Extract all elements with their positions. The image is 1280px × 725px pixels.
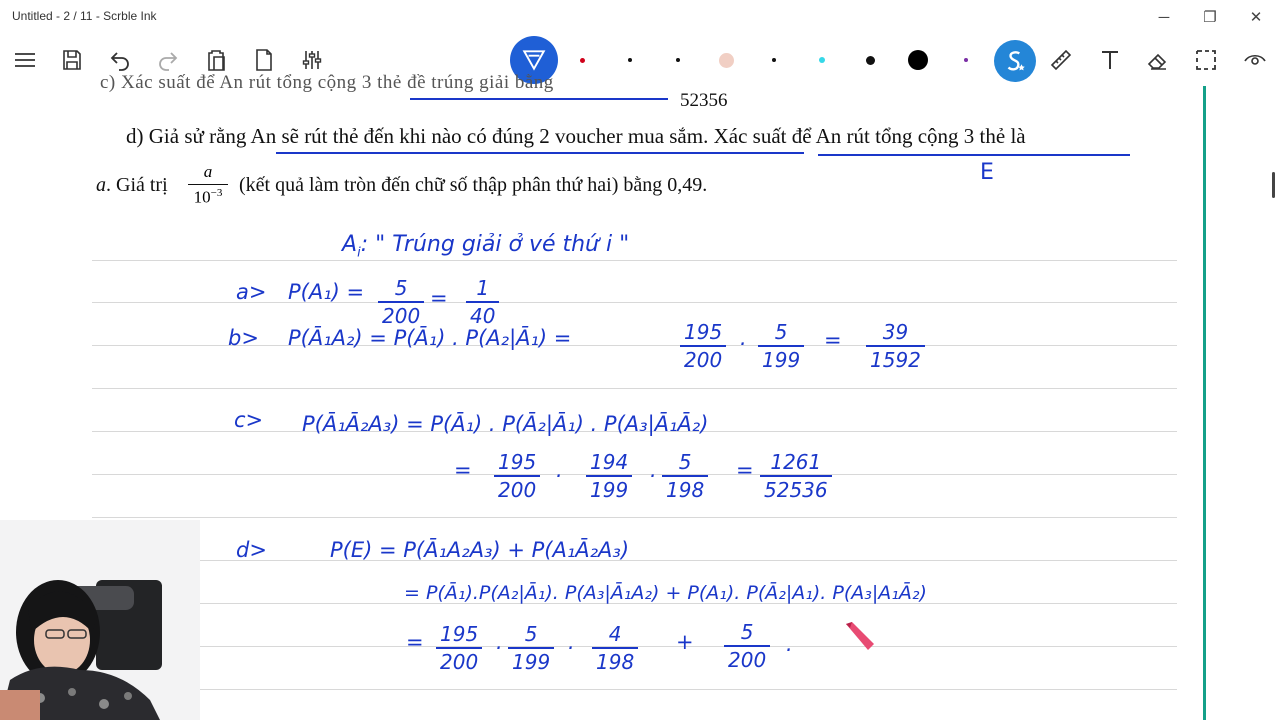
window-title: Untitled - 2 / 11 - Scrble Ink bbox=[12, 9, 157, 23]
part-d-f3-num: 4 bbox=[608, 622, 622, 646]
color-swatch-9[interactable] bbox=[964, 58, 968, 62]
menu-icon[interactable] bbox=[11, 46, 39, 74]
pen-cursor-icon bbox=[842, 620, 878, 654]
part-b-label: b> bbox=[228, 326, 259, 350]
part-c-f4-den: 52536 bbox=[764, 478, 828, 502]
part-d-plus: + bbox=[676, 630, 694, 654]
eraser-icon[interactable] bbox=[1144, 46, 1172, 74]
shape-tool-button[interactable] bbox=[994, 40, 1036, 82]
color-swatch-1[interactable] bbox=[580, 58, 585, 63]
ruled-line bbox=[92, 260, 1177, 261]
part-d-fraction-1 bbox=[436, 622, 482, 674]
ruled-line bbox=[92, 517, 1177, 518]
part-b-f1-num: 195 bbox=[684, 320, 723, 344]
part-c-fraction-2 bbox=[586, 450, 632, 502]
part-c-fraction-3 bbox=[662, 450, 708, 502]
line2-text1: . Giá trị bbox=[106, 174, 168, 196]
part-c-f4-num: 1261 bbox=[770, 450, 822, 474]
ruled-line bbox=[92, 388, 1177, 389]
def-symbol: A bbox=[342, 232, 358, 257]
part-d-expression-1: P(E) = P(Ā₁A₂A₃) + P(A₁Ā₂A₃) bbox=[330, 538, 630, 562]
part-d-f4-num: 5 bbox=[740, 620, 754, 644]
var-a: a bbox=[96, 174, 106, 196]
color-swatch-5[interactable] bbox=[772, 58, 776, 62]
part-c-f3-den: 198 bbox=[666, 478, 705, 502]
problem-d-line2 bbox=[96, 174, 168, 197]
presenter-video-icon bbox=[0, 520, 200, 720]
printed-fraction-denominator bbox=[194, 187, 223, 208]
color-swatch-6[interactable] bbox=[819, 57, 825, 63]
part-c-f2-den: 199 bbox=[590, 478, 629, 502]
part-d-fraction-2 bbox=[508, 622, 554, 674]
printed-fraction-base: 10 bbox=[193, 187, 211, 207]
part-d-f1-num: 195 bbox=[440, 622, 479, 646]
part-d-expression-2: = P(Ā₁).P(A₂|Ā₁). P(A₃|Ā₁A₂) + P(A₁). P(Ā₂|A₁). P(A₃|A₁Ā₂) bbox=[404, 582, 927, 604]
part-c-f2-num: 194 bbox=[590, 450, 629, 474]
pen-icon bbox=[521, 47, 547, 73]
save-icon[interactable] bbox=[58, 46, 86, 74]
shape-recognition-icon bbox=[1002, 48, 1028, 74]
part-d-dot-1: . bbox=[496, 630, 503, 654]
part-a-fraction-2 bbox=[466, 276, 499, 328]
minimize-button[interactable]: ─ bbox=[1158, 8, 1170, 26]
problem-d-line bbox=[126, 124, 1026, 149]
annotation-e: E bbox=[980, 160, 994, 185]
close-button[interactable]: ✕ bbox=[1249, 9, 1263, 26]
problem-d-question: Xác suất để An rút tổng cộng 3 thẻ là bbox=[713, 124, 1026, 148]
webcam-overlay bbox=[0, 520, 200, 720]
settings-sliders-icon[interactable] bbox=[298, 46, 326, 74]
part-c-fraction-1 bbox=[494, 450, 540, 502]
color-swatch-8[interactable] bbox=[908, 50, 928, 70]
clipped-line-c: c) Xác suất để An rút tổng cộng 3 thẻ đề trúng giải bằng bbox=[100, 72, 554, 93]
color-swatch-3[interactable] bbox=[676, 58, 680, 62]
fraction-c-denominator: 52356 bbox=[680, 90, 728, 111]
ruler-icon[interactable] bbox=[1047, 46, 1075, 74]
ruled-line bbox=[92, 689, 1177, 690]
part-c-f3-num: 5 bbox=[678, 450, 692, 474]
underline-c bbox=[410, 98, 668, 100]
part-b-fraction-2 bbox=[758, 320, 804, 372]
part-d-fraction-3 bbox=[592, 622, 638, 674]
part-d-f4-den: 200 bbox=[728, 648, 767, 672]
def-text: : " Trúng giải ở vé thứ i " bbox=[360, 232, 630, 257]
printed-fraction-exponent: −3 bbox=[210, 187, 223, 199]
part-c-fraction-4 bbox=[760, 450, 832, 502]
part-c-equals-1: = bbox=[454, 458, 472, 482]
view-icon[interactable] bbox=[1241, 46, 1269, 74]
problem-d-separator: . bbox=[703, 124, 709, 148]
part-b-f3-num: 39 bbox=[882, 320, 909, 344]
part-a-fraction-1 bbox=[378, 276, 424, 328]
part-c-equals-2: = bbox=[736, 458, 754, 482]
page-edge-marker bbox=[1203, 86, 1206, 720]
undo-icon[interactable] bbox=[106, 46, 134, 74]
part-b-expression: P(Ā₁A₂) = P(Ā₁) . P(A₂|Ā₁) = bbox=[288, 326, 572, 350]
color-swatch-2[interactable] bbox=[628, 58, 632, 62]
part-a-f2-den: 40 bbox=[470, 304, 496, 328]
part-d-fraction-4 bbox=[724, 620, 770, 672]
selection-icon[interactable] bbox=[1192, 46, 1220, 74]
ruled-line bbox=[92, 474, 1177, 475]
redo-icon[interactable] bbox=[154, 46, 182, 74]
printed-fraction-numerator: a bbox=[203, 162, 213, 181]
printed-fraction bbox=[188, 162, 228, 208]
def-subscript: i bbox=[357, 245, 361, 261]
part-a-equals: = bbox=[430, 286, 448, 310]
part-a-expression: P(A₁) = bbox=[288, 280, 365, 304]
part-d-label: d> bbox=[236, 538, 267, 562]
part-d-f2-num: 5 bbox=[524, 622, 538, 646]
scrollbar-thumb[interactable] bbox=[1272, 172, 1275, 198]
part-d-f2-den: 199 bbox=[512, 650, 551, 674]
part-d-f3-den: 198 bbox=[596, 650, 635, 674]
part-c-expression: P(Ā₁Ā₂A₃) = P(Ā₁) . P(Ā₂|Ā₁) . P(A₃|Ā₁Ā₂) bbox=[302, 412, 709, 436]
problem-d-condition: An sẽ rút thẻ đến khi nào có đúng 2 voucher mua sắm bbox=[250, 124, 704, 148]
problem-d-line2-rest: (kết quả làm tròn đến chữ số thập phân thứ hai) bằng 0,49. bbox=[239, 174, 708, 196]
paste-icon[interactable] bbox=[202, 46, 230, 74]
part-d-f1-den: 200 bbox=[440, 650, 479, 674]
restore-button[interactable]: ❐ bbox=[1203, 9, 1217, 26]
part-c-f1-num: 195 bbox=[498, 450, 537, 474]
part-b-dot: . bbox=[740, 326, 747, 350]
part-b-f2-den: 199 bbox=[762, 348, 801, 372]
part-d-equals-3: = bbox=[406, 630, 424, 654]
part-c-dot-2: . bbox=[650, 458, 657, 482]
part-c-label: c> bbox=[234, 408, 264, 432]
part-c-dot-1: . bbox=[556, 458, 563, 482]
part-a-f1-den: 200 bbox=[382, 304, 421, 328]
part-b-fraction-3 bbox=[866, 320, 925, 372]
part-a-f1-num: 5 bbox=[394, 276, 408, 300]
handwritten-definition bbox=[342, 232, 629, 260]
part-b-f3-den: 1592 bbox=[870, 348, 921, 372]
part-b-fraction-1 bbox=[680, 320, 726, 372]
title-bar bbox=[0, 0, 1280, 34]
underline-condition bbox=[276, 152, 804, 154]
text-tool-icon[interactable] bbox=[1096, 46, 1124, 74]
new-page-icon[interactable] bbox=[250, 46, 278, 74]
part-c-f1-den: 200 bbox=[498, 478, 537, 502]
underline-question bbox=[818, 154, 1130, 156]
color-swatch-4[interactable] bbox=[719, 53, 734, 68]
part-b-f2-num: 5 bbox=[774, 320, 788, 344]
part-a-label: a> bbox=[236, 280, 267, 304]
part-b-equals: = bbox=[824, 328, 842, 352]
part-b-f1-den: 200 bbox=[684, 348, 723, 372]
printed-fraction-bar bbox=[188, 184, 228, 185]
color-swatch-7[interactable] bbox=[866, 56, 875, 65]
part-d-dot-3: . bbox=[786, 632, 793, 656]
part-d-dot-2: . bbox=[568, 630, 575, 654]
part-a-f2-num: 1 bbox=[476, 276, 490, 300]
problem-d-label: d) Giả sử rằng bbox=[126, 124, 247, 148]
